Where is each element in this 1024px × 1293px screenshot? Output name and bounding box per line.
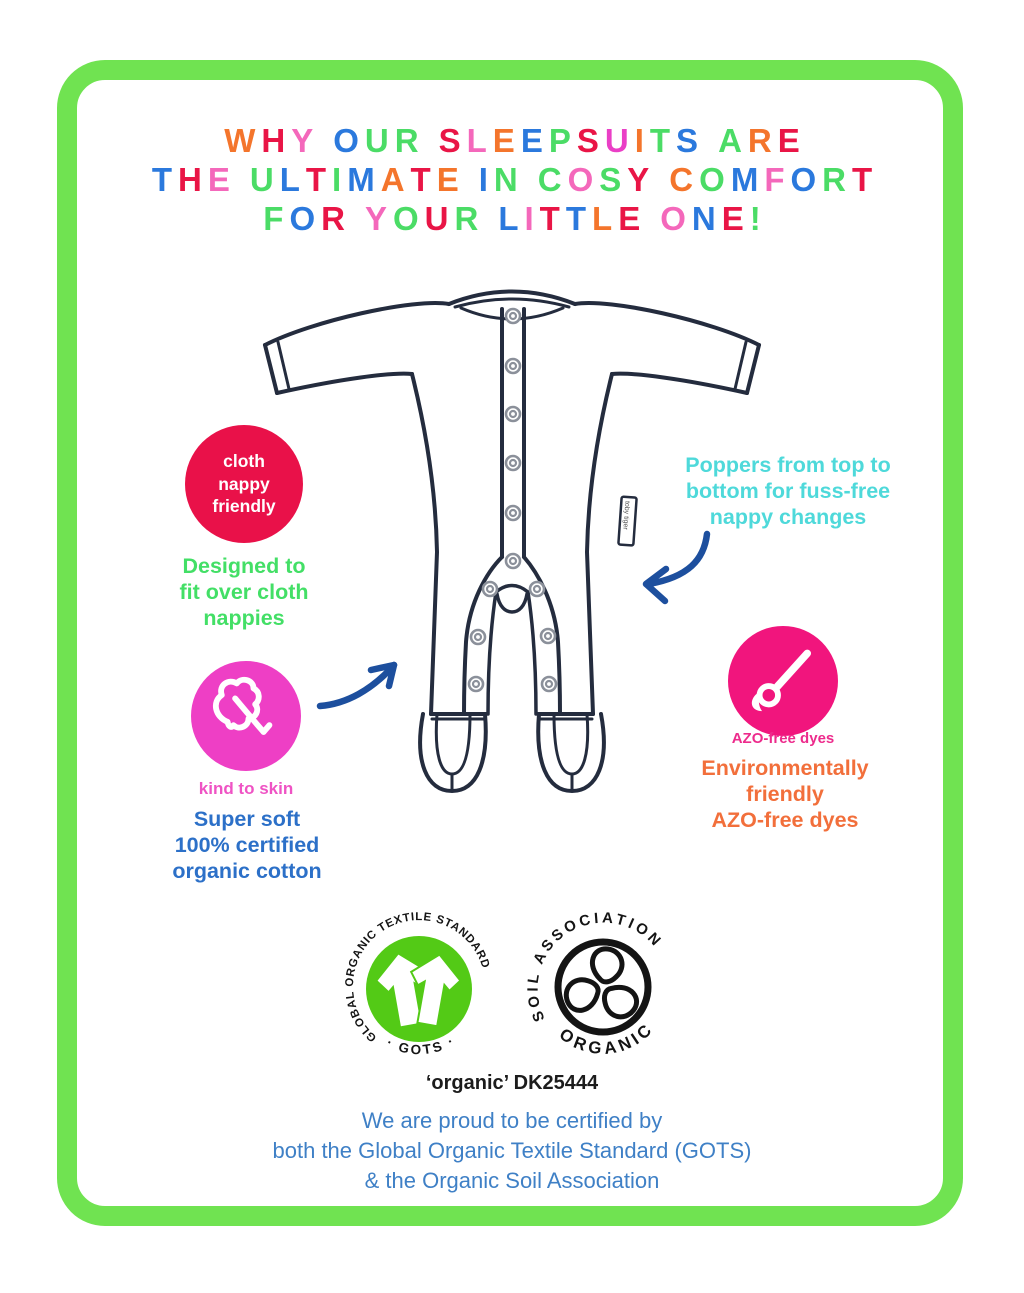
title-letter: I (634, 122, 644, 159)
title-letter: E (721, 200, 744, 237)
title-letter: L (279, 161, 300, 198)
poppers-line: nappy changes (709, 505, 867, 530)
crotch-seam (497, 594, 527, 612)
super-soft-line: Super soft (193, 807, 301, 831)
popper-snaps (469, 309, 556, 691)
title-letter: I (478, 161, 488, 198)
title-letter: L (498, 200, 519, 237)
title-letter: W (224, 122, 256, 159)
arrow-to-leg-poppers (646, 534, 707, 601)
title-letter: F (764, 161, 785, 198)
footer-line: & the Organic Soil Association (364, 1167, 660, 1193)
soil-arc-text: SOIL ASSOCIATION (524, 909, 667, 1025)
title-letter: T (410, 161, 431, 198)
title-letter: F (263, 200, 284, 237)
title-letter: R (822, 161, 846, 198)
title-letter: L (592, 200, 613, 237)
designed-blurb (118, 553, 370, 632)
title-letter: T (565, 200, 587, 237)
cloth-nappy-badge-line: friendly (212, 496, 276, 517)
soil-bottom-text: ORGANIC (555, 1018, 659, 1059)
poppers-blurb (642, 452, 934, 531)
title-letter: R (394, 122, 419, 159)
title-letter: O (333, 122, 359, 159)
title-letter: O (567, 161, 594, 198)
environment-blurb (662, 755, 908, 834)
title-letter: O (392, 200, 419, 237)
title-letter: R (321, 200, 345, 237)
paintbrush-icon (737, 635, 829, 727)
title-letter: S (676, 122, 699, 159)
organic-certificate-number: ‘organic’ DK25444 (425, 1072, 599, 1094)
collar-inner (455, 299, 569, 307)
designed-line: fit over cloth (179, 580, 309, 605)
title-letter: Y (291, 122, 314, 159)
super-soft-blurb (122, 806, 372, 885)
footer-line: We are proud to be certified by (361, 1108, 663, 1133)
title-letter: C (537, 161, 562, 198)
environment-line: friendly (746, 782, 824, 807)
arrow-to-sleepsuit (320, 665, 394, 706)
title-letter: I (524, 200, 534, 237)
title-letter: L (466, 122, 487, 159)
title-letter: R (747, 122, 772, 159)
title-letter: U (249, 161, 274, 198)
super-soft-line: 100% certified (174, 833, 320, 858)
title-letter: E (520, 122, 543, 159)
kind-to-skin-badge (191, 661, 301, 771)
poppers-line: bottom for fuss-free (685, 479, 891, 504)
feather-icon (200, 670, 292, 762)
certification-footer (0, 1106, 1024, 1196)
title-letter: S (438, 122, 461, 159)
designed-line: nappies (203, 606, 285, 631)
title-letter: T (151, 161, 172, 198)
title-letter: M (730, 161, 759, 198)
title-letter: T (539, 200, 560, 237)
environment-line: AZO-free dyes (711, 808, 859, 833)
kind-to-skin-label: kind to skin (198, 779, 294, 798)
cloth-nappy-badge (185, 425, 303, 543)
title-letter: Y (364, 200, 387, 237)
title-letter: Y (627, 161, 650, 198)
title-letter: U (424, 200, 449, 237)
title-letter: E (777, 122, 800, 159)
title-letter: E (436, 161, 459, 198)
environment-line: Environmentally (701, 756, 869, 780)
brand-tag-label: toby tiger (621, 500, 631, 530)
svg-text:ORGANIC (556, 1018, 658, 1058)
title-letter: N (493, 161, 518, 198)
title-letter: A (380, 161, 405, 198)
gots-circle (366, 936, 472, 1042)
cloth-nappy-badge-line: nappy (218, 473, 270, 494)
title-letter: T (305, 161, 327, 198)
poppers-line: Poppers from top to (685, 453, 891, 477)
gots-bottom-text: · GOTS · (384, 1032, 459, 1058)
title-letter: O (699, 161, 725, 198)
title-letter: O (660, 200, 686, 237)
gots-arc-text: GLOBAL ORGANIC TEXTILE STANDARD (343, 911, 492, 1044)
footer-line: both the Global Organic Textile Standard (GOTS) (272, 1137, 752, 1163)
title-letter: H (261, 122, 286, 159)
title-letter: U (604, 122, 629, 159)
popper (469, 309, 556, 691)
title-letter: E (207, 161, 230, 198)
title-letter: M (347, 161, 375, 198)
title-letter: S (599, 161, 622, 198)
designed-line: Designed to (182, 554, 306, 578)
title-letter: H (177, 161, 202, 198)
brand-tag (618, 497, 636, 546)
title-letter: T (649, 122, 671, 159)
title-letter: A (718, 122, 742, 159)
super-soft-line: organic cotton (172, 859, 322, 884)
title-letter: U (364, 122, 389, 159)
cloth-nappy-badge-line: cloth (223, 450, 265, 471)
title-letter: I (332, 161, 342, 198)
title-letter: O (289, 200, 316, 237)
title-letter: O (790, 161, 817, 198)
gots-logo (334, 902, 504, 1072)
soil-association-logo (518, 902, 688, 1072)
title-letter: E (618, 200, 641, 237)
title-letter: E (492, 122, 515, 159)
soil-triskelion-icon (560, 949, 641, 1023)
azo-free-label: AZO-free dyes (731, 730, 835, 747)
azo-free-badge (728, 626, 838, 736)
title-letter: C (669, 161, 694, 198)
title-letter: S (576, 122, 599, 159)
title-letter: N (691, 200, 716, 237)
title-letter: P (548, 122, 571, 159)
title-letter: T (852, 161, 873, 198)
title-letter: R (454, 200, 479, 237)
title-letter: ! (749, 200, 761, 237)
